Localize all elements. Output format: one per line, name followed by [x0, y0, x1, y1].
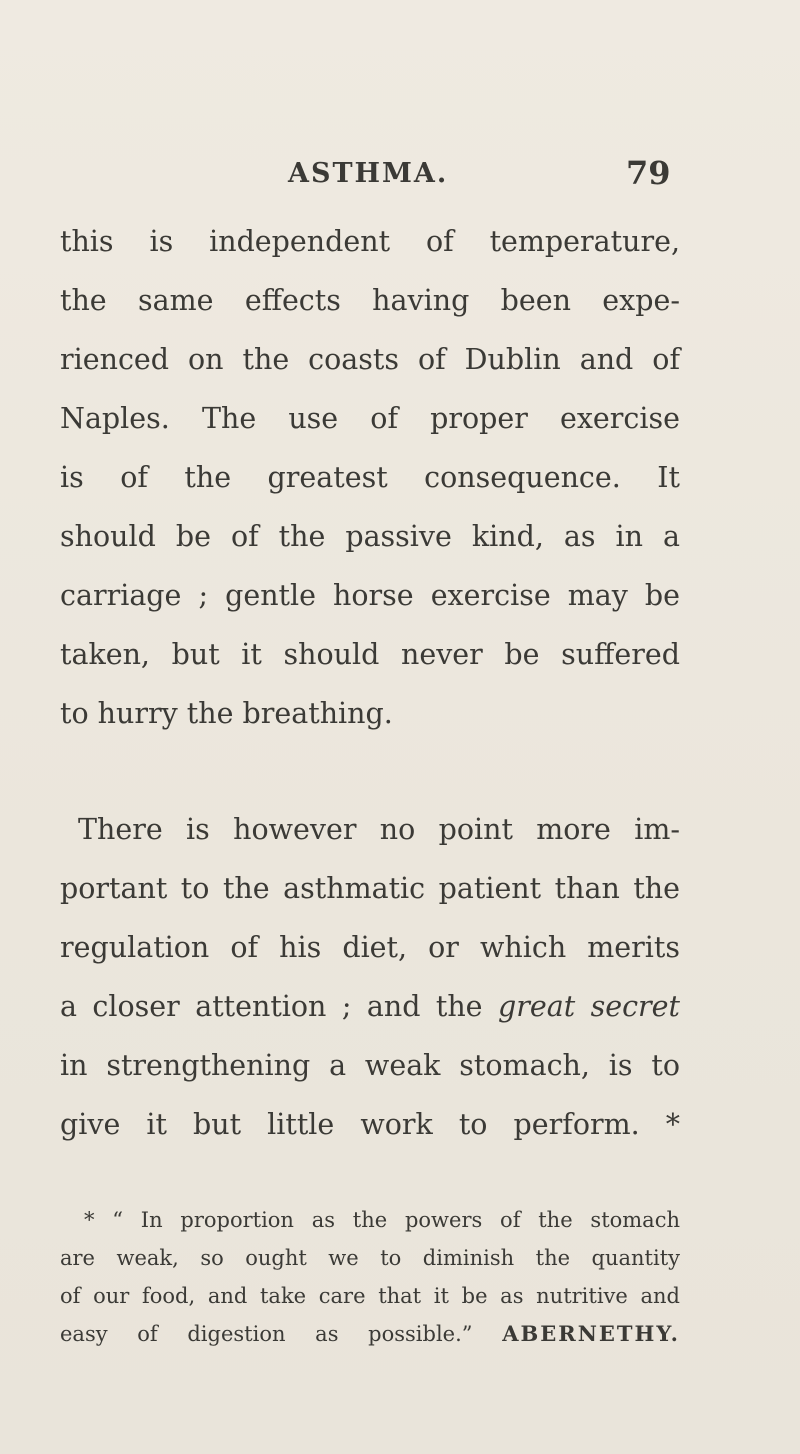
text-line-with-italic	[60, 987, 680, 1027]
page-number: 79	[626, 154, 671, 192]
text-line: give it but little work to perform. *	[60, 1108, 680, 1141]
text-line: carriage ; gentle horse exercise may be	[60, 579, 680, 612]
text-line: Naples. The use of proper exercise	[60, 402, 680, 435]
text-line: in strengthening a weak stomach, is to	[60, 1049, 680, 1082]
text-line: There is however no point more im-	[78, 813, 680, 846]
text-line: taken, but it should never be suffered	[60, 638, 680, 671]
text-line: regulation of his diet, or which merits	[60, 931, 680, 964]
footnote-line: * “ In proportion as the powers of the stomach	[84, 1208, 680, 1232]
footnote-line-with-author	[60, 1319, 680, 1349]
text-line: the same effects having been expe-	[60, 284, 680, 317]
footnote-line: are weak, so ought we to diminish the quantity	[60, 1246, 680, 1270]
footnote-line: of our food, and take care that it be as nutritive and	[60, 1284, 680, 1308]
running-title: ASTHMA.	[288, 158, 449, 189]
text-line: is of the greatest consequence. It	[60, 461, 680, 494]
page-header	[0, 154, 800, 198]
text-line: to hurry the breathing.	[60, 697, 393, 730]
footnote-author: ABERNETHY.	[502, 1321, 680, 1346]
text-line: should be of the passive kind, as in a	[60, 520, 680, 553]
text-line: rienced on the coasts of Dublin and of	[60, 343, 680, 376]
italic-phrase: great secret	[498, 990, 681, 1023]
footnote-quote-end: easy of digestion as possible.”	[60, 1322, 473, 1346]
text-line: portant to the asthmatic patient than the	[60, 872, 680, 905]
text-line-start: a closer attention ; and the	[60, 990, 483, 1023]
text-line: this is independent of temperature,	[60, 225, 680, 258]
